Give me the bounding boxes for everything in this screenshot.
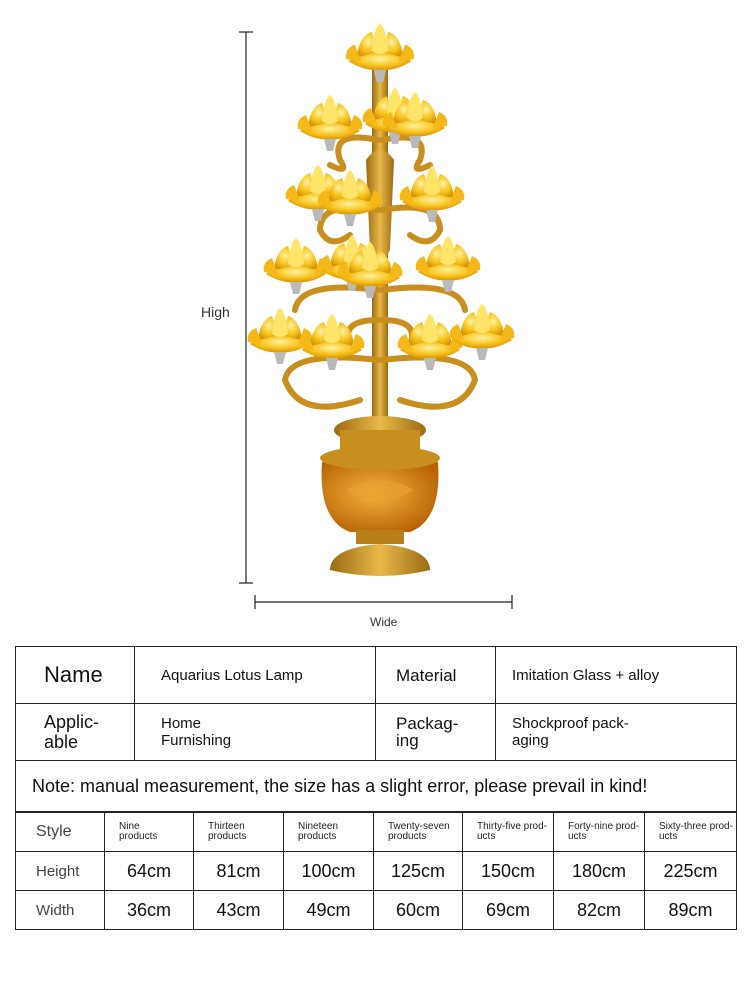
name-label: Name bbox=[16, 647, 135, 704]
name-value: Aquarius Lotus Lamp bbox=[135, 647, 376, 704]
size-row-height bbox=[16, 852, 737, 891]
width-cell: 60cm bbox=[374, 891, 463, 930]
height-cell: 150cm bbox=[463, 852, 554, 891]
packaging-label: Packag- ing bbox=[376, 704, 496, 761]
width-row-label: Width bbox=[16, 891, 105, 930]
width-cell: 36cm bbox=[105, 891, 194, 930]
spec-row-note bbox=[16, 761, 737, 812]
size-row-style bbox=[16, 813, 737, 852]
width-cell: 89cm bbox=[645, 891, 737, 930]
style-cell: Twenty-seven products bbox=[374, 813, 463, 852]
style-cell: Nine products bbox=[105, 813, 194, 852]
width-cell: 49cm bbox=[284, 891, 374, 930]
measurement-note: Note: manual measurement, the size has a slight error, please prevail in kind! bbox=[16, 761, 737, 812]
spec-table bbox=[15, 646, 737, 812]
packaging-value: Shockproof pack- aging bbox=[496, 704, 737, 761]
applicable-label: Applic- able bbox=[16, 704, 135, 761]
style-cell: Nineteen products bbox=[284, 813, 374, 852]
height-cell: 100cm bbox=[284, 852, 374, 891]
width-dimension-label: Wide bbox=[370, 615, 398, 629]
height-row-label: Height bbox=[16, 852, 105, 891]
material-label: Material bbox=[376, 647, 496, 704]
height-cell: 125cm bbox=[374, 852, 463, 891]
style-cell: Forty-nine prod- ucts bbox=[554, 813, 645, 852]
height-cell: 64cm bbox=[105, 852, 194, 891]
style-row-label: Style bbox=[16, 813, 105, 852]
width-cell: 82cm bbox=[554, 891, 645, 930]
spec-row-applicable bbox=[16, 704, 737, 761]
applicable-value: Home Furnishing bbox=[135, 704, 376, 761]
height-cell: 225cm bbox=[645, 852, 737, 891]
style-cell: Sixty-three prod- ucts bbox=[645, 813, 737, 852]
size-table bbox=[15, 812, 737, 930]
height-cell: 81cm bbox=[194, 852, 284, 891]
width-cell: 43cm bbox=[194, 891, 284, 930]
style-cell: Thirty-five prod- ucts bbox=[463, 813, 554, 852]
style-cell: Thirteen products bbox=[194, 813, 284, 852]
material-value: Imitation Glass + alloy bbox=[496, 647, 737, 704]
width-cell: 69cm bbox=[463, 891, 554, 930]
height-dimension-label: High bbox=[201, 304, 230, 320]
size-row-width bbox=[16, 891, 737, 930]
height-cell: 180cm bbox=[554, 852, 645, 891]
spec-row-name bbox=[16, 647, 737, 704]
